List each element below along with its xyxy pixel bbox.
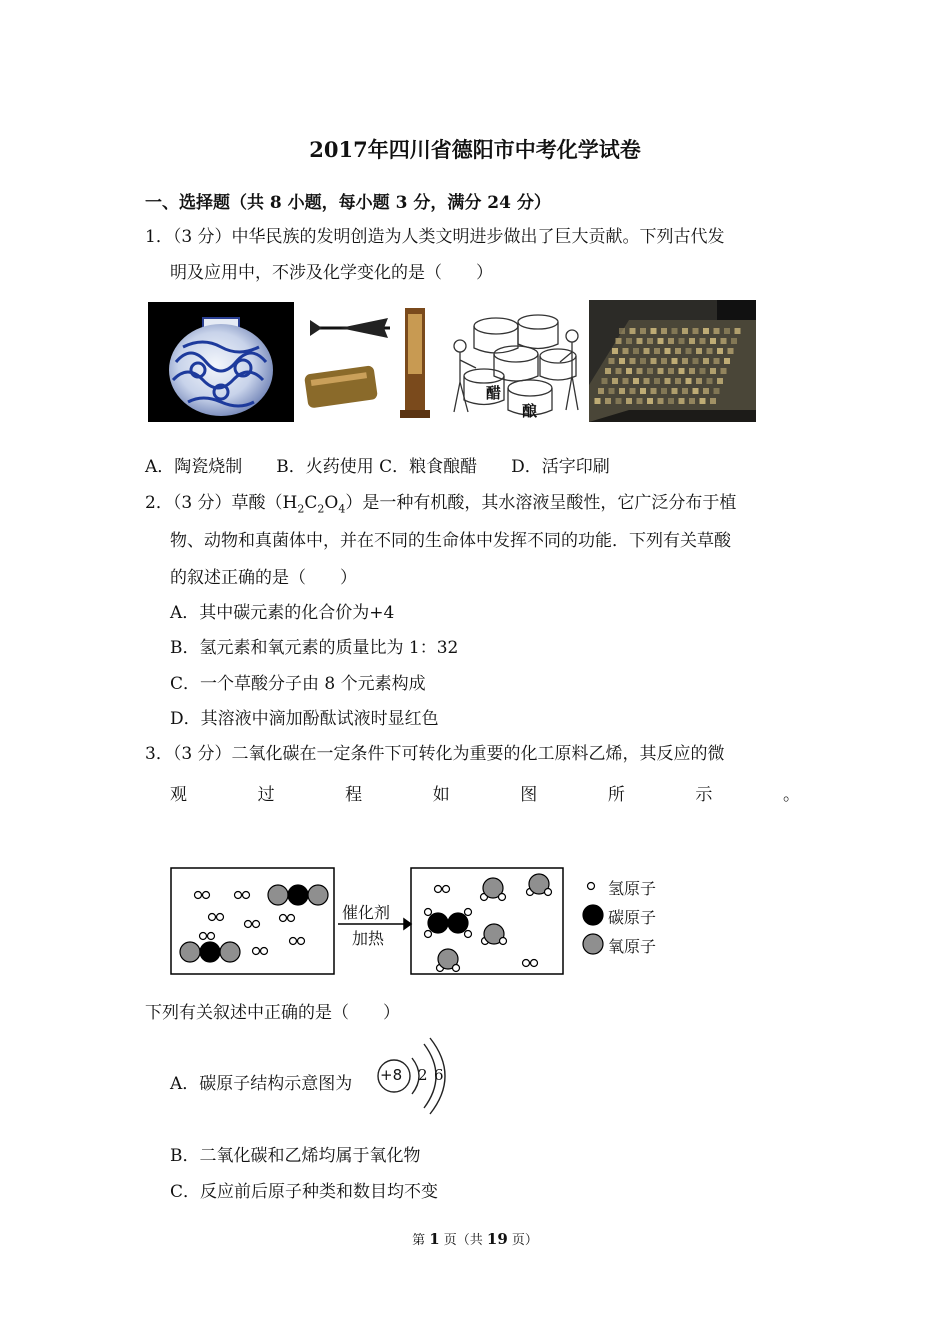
hydrogen-atom: [209, 914, 216, 921]
hydrogen-atom: [245, 921, 252, 928]
reaction-diagram: [168, 864, 668, 979]
hydrogen-atom: [280, 915, 287, 922]
q3-line1: 3．（3 分）二氧化碳在一定条件下可转化为重要的化工原料乙烯，其反应的微: [145, 744, 725, 764]
oxygen-atom: [268, 885, 288, 905]
hydrogen-atom: [288, 915, 295, 922]
oxygen-atom: [220, 942, 240, 962]
q3-option-a: A．碳原子结构示意图为: [170, 1074, 353, 1094]
hydrogen-atom: [531, 960, 538, 967]
hydrogen-atom: [588, 883, 595, 890]
q3-line2: 观 过 程 如 图 所 示 。: [170, 785, 800, 805]
legend-carbon: 碳原子: [608, 908, 657, 927]
arrow-heat-label: 加热: [352, 929, 385, 948]
oxalic-acid-formula: $H_2C_2O_4$: [282, 493, 346, 516]
q2-line1: [145, 491, 736, 521]
q2-option-b: B．氢元素和氧元素的质量比为 1：32: [170, 638, 459, 658]
hydrogen-atom: [290, 938, 297, 945]
hydrogen-atom: [443, 886, 450, 893]
hydrogen-atom: [545, 889, 552, 896]
q2-option-d: D．其溶液中滴加酚酞试液时显红色: [170, 709, 439, 729]
q2-suffix: ）是一种有机酸，其水溶液呈酸性，它广泛分布于植: [345, 493, 737, 513]
q3-option-c: C．反应前后原子种类和数目均不变: [170, 1182, 439, 1202]
arrow-catalyst-label: 催化剂: [342, 903, 391, 922]
page-total: 19: [486, 1230, 508, 1248]
q2-option-a: A．其中碳元素的化合价为+4: [170, 603, 395, 623]
hydrogen-atom: [203, 892, 210, 899]
hydrogen-atom: [208, 933, 215, 940]
q3-stem: 下列有关叙述中正确的是（ ）: [145, 1003, 400, 1023]
hydrogen-atom: [465, 909, 472, 916]
oxygen-atom: [308, 885, 328, 905]
hydrogen-atom: [253, 948, 260, 955]
hydrogen-atom: [235, 892, 242, 899]
hydrogen-atom: [499, 894, 506, 901]
q1-line1: 1．（3 分）中华民族的发明创造为人类文明进步做出了巨大贡献。下列古代发: [145, 227, 725, 247]
hydrogen-atom: [217, 914, 224, 921]
vinegar-brewing-image: [446, 300, 584, 424]
page-number: 1: [429, 1230, 440, 1248]
gunpowder-weapons-image: [300, 300, 440, 422]
movable-type-image: [589, 300, 756, 422]
q1-line2: 明及应用中，不涉及化学变化的是（ ）: [170, 263, 493, 283]
oxygen-atom: [583, 934, 603, 954]
q2-prefix: 2．（3 分）草酸（: [145, 493, 283, 513]
page-footer: 第 1 页（共 19 页）: [412, 1230, 538, 1248]
carbon-atom: [288, 885, 308, 905]
atom-shell-2: 6: [434, 1066, 444, 1084]
q2-option-c: C．一个草酸分子由 8 个元素构成: [170, 674, 426, 694]
hydrogen-atom: [425, 931, 432, 938]
oxygen-atom: [180, 942, 200, 962]
vinegar-char-1: 醋: [486, 384, 502, 402]
hydrogen-atom: [523, 960, 530, 967]
q2-line3: 的叙述正确的是（ ）: [170, 568, 357, 588]
atom-shell-1: 2: [418, 1066, 428, 1084]
carbon-atom: [583, 905, 603, 925]
vinegar-char-2: 酿: [522, 402, 538, 420]
atom-structure-diagram: [372, 1034, 452, 1118]
hydrogen-atom: [500, 938, 507, 945]
atom-nucleus: +8: [380, 1066, 403, 1084]
hydrogen-atom: [453, 965, 460, 972]
porcelain-jar-image: [148, 302, 294, 422]
hydrogen-atom: [195, 892, 202, 899]
q2-line2: 物、动物和真菌体中，并在不同的生命体中发挥不同的功能．下列有关草酸: [170, 531, 731, 551]
hydrogen-atom: [435, 886, 442, 893]
hydrogen-atom: [243, 892, 250, 899]
hydrogen-atom: [253, 921, 260, 928]
page-title: 2017年四川省德阳市中考化学试卷: [309, 137, 641, 162]
carbon-atom: [200, 942, 220, 962]
hydrogen-atom: [425, 909, 432, 916]
section-heading: 一、选择题（共 8 小题，每小题 3 分，满分 24 分）: [145, 193, 551, 213]
legend-hydrogen: 氢原子: [608, 879, 657, 898]
hydrogen-atom: [261, 948, 268, 955]
q1-options: A．陶瓷烧制 B．火药使用 C．粮食酿醋 D．活字印刷: [145, 457, 610, 477]
carbon-atom: [448, 913, 468, 933]
hydrogen-atom: [298, 938, 305, 945]
carbon-atom: [428, 913, 448, 933]
q3-option-b: B．二氧化碳和乙烯均属于氧化物: [170, 1146, 421, 1166]
hydrogen-atom: [200, 933, 207, 940]
legend-oxygen: 氧原子: [608, 937, 657, 956]
hydrogen-atom: [465, 931, 472, 938]
